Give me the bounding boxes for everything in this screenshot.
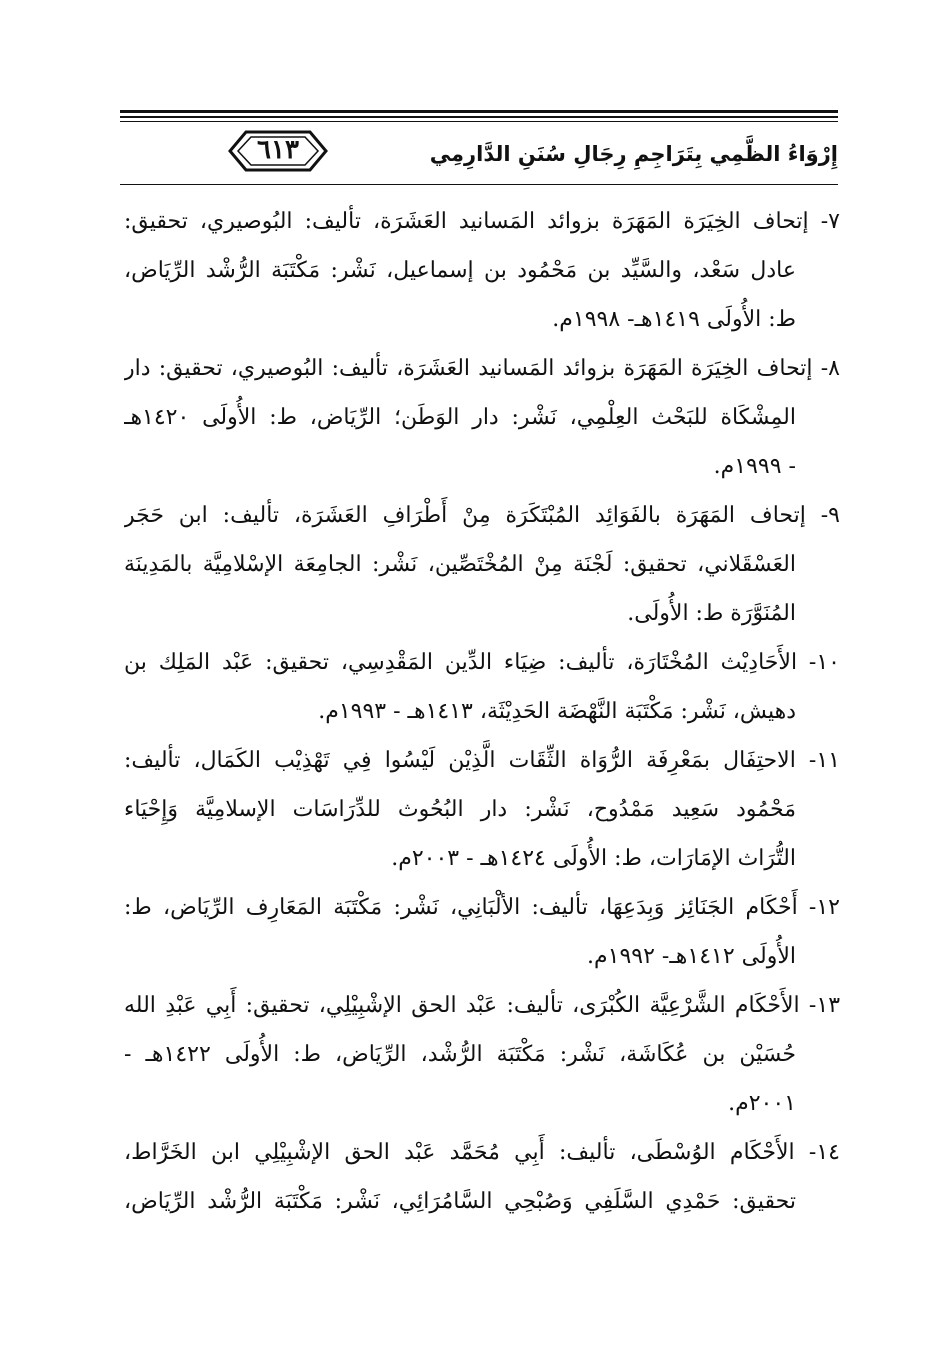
entry-line: عادل سَعْد، والسَّيِّد بن مَحْمُود بن إسماعيل، نَشْر: مَكْتَبَة الرُّشْد الرِّيَاض، <box>124 258 796 283</box>
bibliography-entry <box>124 736 840 883</box>
bibliography-entry <box>124 883 840 981</box>
entry-line: ١١- الاحتِفَال بمَعْرِفَة الرُّوَاة الثِّقَات الَّذِيْن لَيْسُوا فِي تَهْذِيْب الكَمَال، تأليف: <box>124 748 840 773</box>
entry-line: ٩- إتحاف المَهَرَة بالفَوَائِد المُبْتَكَرَة مِنْ أَطْرَافِ العَشَرَة، تأليف: ابن حَجَر <box>124 503 840 528</box>
entry-line: ١٢- أَحْكَام الجَنَائِز وَبِدَعِهَا، تأليف: الألْبَانِي، نَشْر: مَكْتَبَة المَعَارِف الرِّيَاض، ط: <box>124 895 840 920</box>
entry-line: ط: الأُولَى ١٤١٩هـ- ١٩٩٨م. <box>552 307 796 332</box>
entry-line: مَحْمُود سَعِيد مَمْدُوح، نَشْر: دار البُحُوث للدِّرَاسَات الإسلامِيَّة وَإِحْيَاء <box>124 797 796 822</box>
entry-line: ١٣- الأَحْكَام الشَّرْعِيَّة الكُبْرَى، تأليف: عَبْد الحق الإشْبِيْلِي، تحقيق: أَبِي عَبْدِ الله <box>124 993 840 1018</box>
entry-line: حُسَيْن بن عُكَاشَة، نَشْر: مَكْتَبَة الرُّشْد، الرِّيَاض، ط: الأُولَى ١٤٢٢هـ - <box>124 1042 796 1067</box>
entry-line: تحقيق: حَمْدِي السَّلَفِي وَصُبْحِي السَّامُرَائِي، نَشْر: مَكْتَبَة الرُّشْد الرِّيَاض، <box>124 1189 796 1214</box>
entry-line: المِشْكَاة للبَحْث العِلْمِي، نَشْر: دار الوَطَن؛ الرِّيَاض، ط: الأُولَى ١٤٢٠هـ <box>124 405 796 430</box>
entry-line: ١٤- الأَحْكَام الوُسْطَى، تأليف: أَبِي مُحَمَّد عَبْد الحق الإشْبِيْلِي ابن الخَرَّاط، <box>124 1140 840 1165</box>
header-rule-bottom <box>120 184 838 185</box>
entry-line: دهيش، نَشْر: مَكْتَبَة النَّهْضَة الحَدِيْثَة، ١٤١٣هـ - ١٩٩٣م. <box>318 699 796 724</box>
header-rule-medium <box>120 116 838 118</box>
entry-line: ٢٠٠١م. <box>728 1091 796 1116</box>
bibliography-entry <box>124 981 840 1128</box>
entry-line: التُّرَاث الإمَارَات، ط: الأُولَى ١٤٢٤هـ - ٢٠٠٣م. <box>391 846 796 871</box>
header-rule-thick <box>120 110 838 113</box>
bibliography-list <box>124 197 840 1226</box>
entry-line: الأُولَى ١٤١٢هـ- ١٩٩٢م. <box>587 944 796 969</box>
entry-line: ١٠- الأَحَادِيْث المُخْتَارَة، تأليف: ضِيَاء الدِّين المَقْدِسِي، تحقيق: عَبْد المَلِك بن <box>124 650 840 675</box>
bibliography-entry <box>124 638 840 736</box>
entry-line: ٧- إتحاف الخِيَرَة المَهَرَة بزوائد المَسانيد العَشَرَة، تأليف: البُوصيري، تحقيق: <box>124 209 840 234</box>
bibliography-entry <box>124 491 840 638</box>
entry-line: - ١٩٩٩م. <box>713 454 796 479</box>
entry-line: المُنَوَّرَة ط: الأُولَى. <box>627 601 796 626</box>
page-number-frame <box>226 122 330 180</box>
bibliography-entry <box>124 1128 840 1226</box>
entry-line: ٨- إتحاف الخِيَرَة المَهَرَة بزوائد المَسانيد العَشَرَة، تأليف: البُوصيري، تحقيق: دار <box>124 356 840 381</box>
page-number: ٦١٣ <box>257 135 299 165</box>
bibliography-entry <box>124 197 840 344</box>
bibliography-entry <box>124 344 840 491</box>
page-header <box>120 100 838 190</box>
entry-line: العَسْقَلاني، تحقيق: لَجْنَة مِنْ المُخْتَصِّين، نَشْر: الجامِعَة الإسْلامِيَّة بالمَدِينَة <box>124 552 796 577</box>
running-title: إِرْوَاءُ الظَّمِي بِتَرَاجِمِ رِجَالِ سُنَنِ الدَّارِمِي <box>429 142 838 166</box>
